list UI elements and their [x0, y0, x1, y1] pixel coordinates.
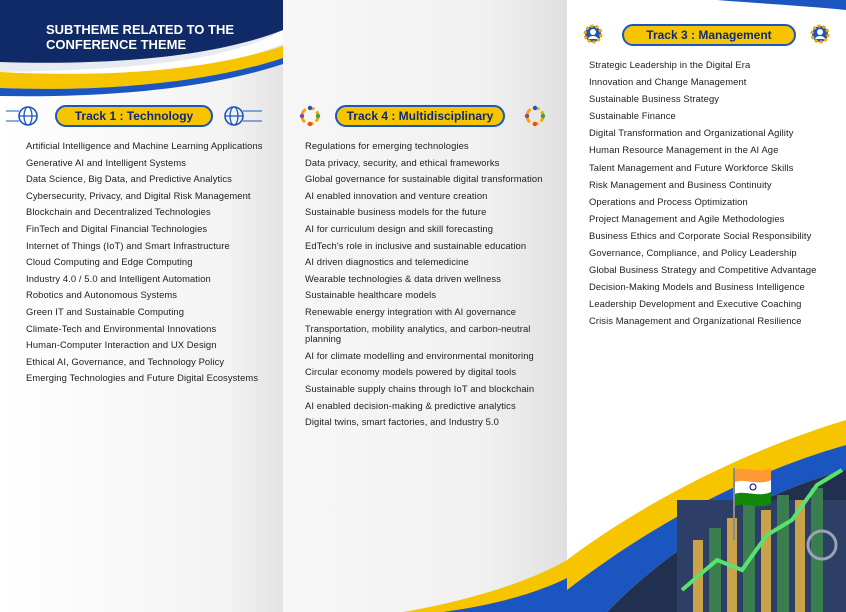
list-item: Cloud Computing and Edge Computing — [26, 256, 193, 268]
globe-icon — [6, 105, 46, 127]
list-item: Artificial Intelligence and Machine Learning Applications — [26, 140, 263, 151]
people-circle-icon — [298, 104, 322, 128]
list-item: AI enabled decision-making & predictive analytics — [305, 399, 516, 411]
list-item: AI for climate modelling and environmental monitoring — [305, 349, 534, 361]
list-item: Decision-Making Models and Business Intelligence — [589, 281, 805, 293]
list-item: Circular economy models powered by digital tools — [305, 366, 517, 378]
list-item: Ethical AI, Governance, and Technology Policy — [26, 355, 225, 367]
list-item: Generative AI and Intelligent Systems — [26, 156, 187, 168]
list-item: Robotics and Autonomous Systems — [26, 289, 178, 301]
list-item: Leadership Development and Executive Coaching — [589, 298, 802, 310]
list-item: Innovation and Change Management — [589, 76, 747, 88]
list-item: Human-Computer Interaction and UX Design — [26, 339, 217, 351]
list-item: Industry 4.0 / 5.0 and Intelligent Automation — [26, 272, 211, 284]
globe-icon — [222, 105, 262, 127]
header-title: SUBTHEME RELATED TO THE CONFERENCE THEME — [46, 22, 235, 52]
list-item: Sustainable supply chains through IoT and blockchain — [305, 382, 535, 394]
list-item: Climate-Tech and Environmental Innovations — [26, 322, 217, 334]
list-item: Regulations for emerging technologies — [305, 140, 469, 151]
list-item: Operations and Process Optimization — [589, 195, 748, 207]
list-item: Crisis Management and Organizational Resilience — [589, 315, 802, 327]
list-item: Risk Management and Business Continuity — [589, 178, 772, 190]
list-item: Digital Transformation and Organizational Agility — [589, 127, 794, 139]
list-item: Blockchain and Decentralized Technologies — [26, 206, 211, 218]
track1-label: Track 1 : Technology — [55, 105, 213, 127]
panel-management — [567, 0, 846, 612]
track3-list — [589, 60, 839, 334]
track3-label: Track 3 : Management — [622, 24, 796, 46]
list-item: EdTech's role in inclusive and sustainable education — [305, 239, 527, 251]
panel-multidisciplinary — [283, 0, 567, 612]
list-item: Global Business Strategy and Competitive Advantage — [589, 264, 817, 276]
people-circle-icon — [523, 104, 547, 128]
list-item: Talent Management and Future Workforce Skills — [589, 161, 794, 173]
panel-technology — [0, 0, 283, 612]
list-item: Project Management and Agile Methodologies — [589, 212, 785, 224]
gear-person-icon — [581, 22, 605, 46]
list-item: Data Science, Big Data, and Predictive Analytics — [26, 173, 232, 185]
list-item: Sustainable Finance — [589, 110, 676, 122]
list-item: Sustainable business models for the future — [305, 206, 487, 218]
list-item: Cybersecurity, Privacy, and Digital Risk Management — [26, 189, 251, 201]
track4-list — [305, 141, 555, 434]
list-item: Strategic Leadership in the Digital Era — [589, 59, 751, 70]
list-item: Business Ethics and Corporate Social Responsibility — [589, 229, 812, 241]
track1-list — [26, 141, 270, 390]
list-item: Digital twins, smart factories, and Industry 5.0 — [305, 416, 499, 428]
list-item: Emerging Technologies and Future Digital Ecosystems — [26, 372, 259, 384]
list-item: Internet of Things (IoT) and Smart Infrastructure — [26, 239, 230, 251]
list-item: AI driven diagnostics and telemedicine — [305, 256, 469, 268]
list-item: AI enabled innovation and venture creation — [305, 189, 488, 201]
gear-person-icon — [808, 22, 832, 46]
list-item: Global governance for sustainable digital transformation — [305, 173, 543, 185]
list-item: FinTech and Digital Financial Technologies — [26, 222, 208, 234]
track4-label: Track 4 : Multidisciplinary — [335, 105, 505, 127]
list-item: Wearable technologies & data driven wellness — [305, 272, 502, 284]
list-item: Sustainable healthcare models — [305, 289, 437, 301]
list-item: Green IT and Sustainable Computing — [26, 305, 185, 317]
list-item: AI for curriculum design and skill forecasting — [305, 222, 494, 234]
list-item: Data privacy, security, and ethical frameworks — [305, 156, 500, 168]
list-item: Sustainable Business Strategy — [589, 93, 720, 105]
list-item: Renewable energy integration with AI governance — [305, 305, 517, 317]
list-item: Governance, Compliance, and Policy Leadership — [589, 247, 797, 259]
list-item: Human Resource Management in the AI Age — [589, 144, 779, 156]
list-item: Transportation, mobility analytics, and carbon-neutral planning — [305, 322, 531, 345]
